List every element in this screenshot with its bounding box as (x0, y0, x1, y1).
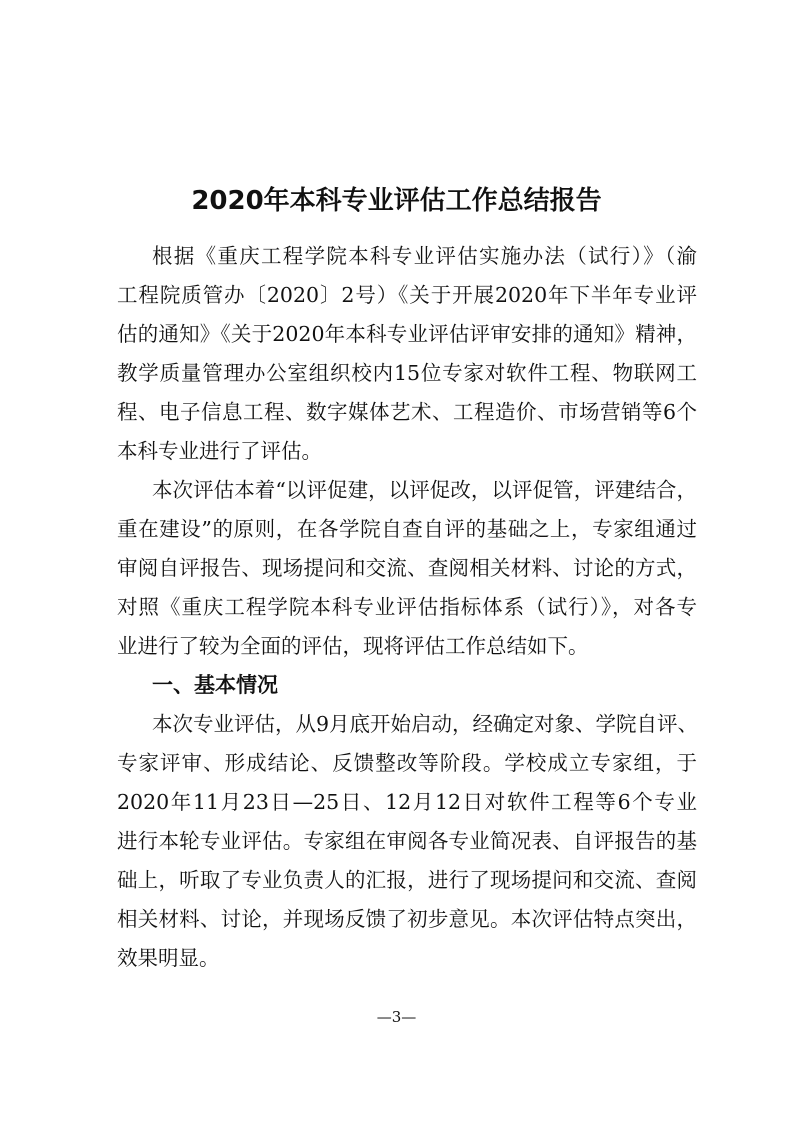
paragraph-1-line: 教学质量管理办公室组织校内15位专家对软件工程、物联网工 (117, 361, 697, 385)
paragraph-3-line: 相关材料、讨论，并现场反馈了初步意见。本次评估特点突出， (117, 907, 697, 931)
paragraph-2-line: 业进行了较为全面的评估，现将评估工作总结如下。 (117, 634, 589, 658)
paragraph-2-line: 本次评估本着“以评促建，以评促改，以评促管，评建结合， (152, 478, 697, 502)
paragraph-3-line: 专家评审、形成结论、反馈整改等阶段。学校成立专家组，于 (117, 751, 697, 775)
paragraph-1-line: 根据《重庆工程学院本科专业评估实施办法（试行）》（渝 (152, 244, 697, 268)
paragraph-1-line: 程、电子信息工程、数字媒体艺术、工程造价、市场营销等6个 (117, 400, 697, 424)
document-title: 2020年本科专业评估工作总结报告 (191, 186, 602, 216)
paragraph-3-line: 础上，听取了专业负责人的汇报，进行了现场提问和交流、查阅 (117, 868, 697, 892)
section-heading: 一、基本情况 (152, 673, 278, 697)
paragraph-3-line: 进行本轮专业评估。专家组在审阅各专业简况表、自评报告的基 (117, 829, 697, 853)
paragraph-1-line: 本科专业进行了评估。 (117, 439, 322, 463)
page-number: —3— (376, 1008, 417, 1026)
paragraph-3-line: 2020年11月23日—25日、12月12日对软件工程等6个专业 (117, 790, 697, 814)
paragraph-2-line: 对照《重庆工程学院本科专业评估指标体系（试行）》，对各专 (117, 595, 697, 619)
paragraph-2-line: 审阅自评报告、现场提问和交流、查阅相关材料、讨论的方式， (117, 556, 697, 580)
paragraph-1-line: 工程院质管办〔2020〕2号）《关于开展2020年下半年专业评 (117, 283, 697, 307)
paragraph-1-line: 估的通知》《关于2020年本科专业评估评审安排的通知》精神， (117, 322, 697, 346)
paragraph-2-line: 重在建设”的原则，在各学院自查自评的基础之上，专家组通过 (117, 517, 697, 541)
paragraph-3-line: 效果明显。 (117, 946, 220, 970)
paragraph-3-line: 本次专业评估，从9月底开始启动，经确定对象、学院自评、 (152, 712, 699, 736)
